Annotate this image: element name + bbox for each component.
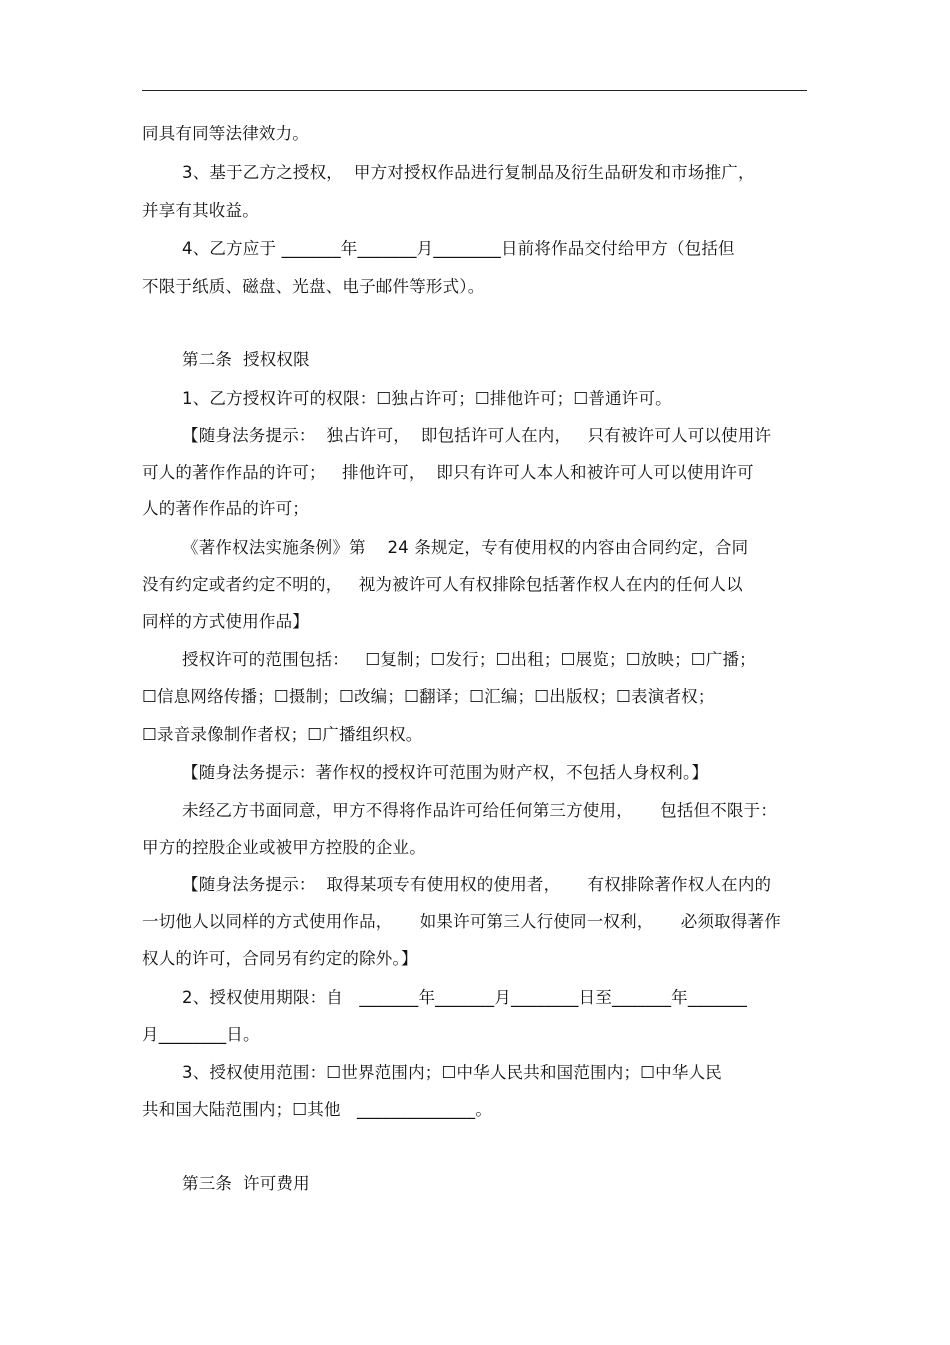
text-line: 【随身法务提示： 独占许可， 即包括许可人在内， 只有被许可人可以使用许 xyxy=(182,426,772,445)
text-line: 同具有同等法律效力。 xyxy=(142,124,309,143)
text-line: 2、授权使用期限：自 _______年_______月________日至_______年_______ xyxy=(182,988,748,1007)
text-line: 没有约定或者约定不明的， 视为被许可人有权排除包括著作权人在内的任何人以 xyxy=(142,575,743,594)
section-heading: 第三条 许可费用 xyxy=(182,1174,310,1193)
section-heading: 第二条 授权权限 xyxy=(182,350,310,369)
text-line: 月________日。 xyxy=(142,1025,260,1044)
text-line: 4、乙方应于 _______年_______月________日前将作品交付给甲方（包括但 xyxy=(182,239,735,258)
text-line: 【随身法务提示：著作权的授权许可范围为财产权，不包括人身权利。】 xyxy=(182,763,709,782)
text-line: ☐信息网络传播；☐摄制；☐改编；☐翻译；☐汇编；☐出版权；☐表演者权； xyxy=(142,687,715,706)
text-line: 1、乙方授权许可的权限：☐独占许可；☐排他许可；☐普通许可。 xyxy=(182,389,672,408)
text-line: 甲方的控股企业或被甲方控股的企业。 xyxy=(142,838,426,857)
text-line: 人的著作作品的许可； xyxy=(142,499,309,518)
header-rule xyxy=(142,90,807,91)
text-line: 不限于纸质、磁盘、光盘、电子邮件等形式）。 xyxy=(142,277,485,296)
text-line: 并享有其收益。 xyxy=(142,201,259,220)
text-line: 【随身法务提示： 取得某项专有使用权的使用者， 有权排除著作权人在内的 xyxy=(182,875,772,894)
text-line: 共和国大陆范围内；☐其他 ______________。 xyxy=(142,1100,493,1119)
text-line: 同样的方式使用作品】 xyxy=(142,612,309,631)
text-line: 可人的著作作品的许可； 排他许可， 即只有许可人本人和被许可人可以使用许可 xyxy=(142,463,754,482)
text-line: 权人的许可，合同另有约定的除外。】 xyxy=(142,949,418,968)
text-line: 一切他人以同样的方式使用作品， 如果许可第三人行使同一权利， 必须取得著作 xyxy=(142,912,781,931)
text-line: 3、授权使用范围：☐世界范围内；☐中华人民共和国范围内；☐中华人民 xyxy=(182,1063,722,1082)
text-line: ☐录音录像制作者权；☐广播组织权。 xyxy=(142,725,423,744)
text-line: 未经乙方书面同意，甲方不得将作品许可给任何第三方使用， 包括但不限于： xyxy=(182,801,778,820)
text-line: 《著作权法实施条例》第 24 条规定，专有使用权的内容由合同约定，合同 xyxy=(182,538,749,557)
text-line: 3、基于乙方之授权， 甲方对授权作品进行复制品及衍生品研发和市场推广， xyxy=(182,163,755,182)
text-line: 授权许可的范围包括： ☐复制；☐发行；☐出租；☐展览；☐放映；☐广播； xyxy=(182,650,756,669)
